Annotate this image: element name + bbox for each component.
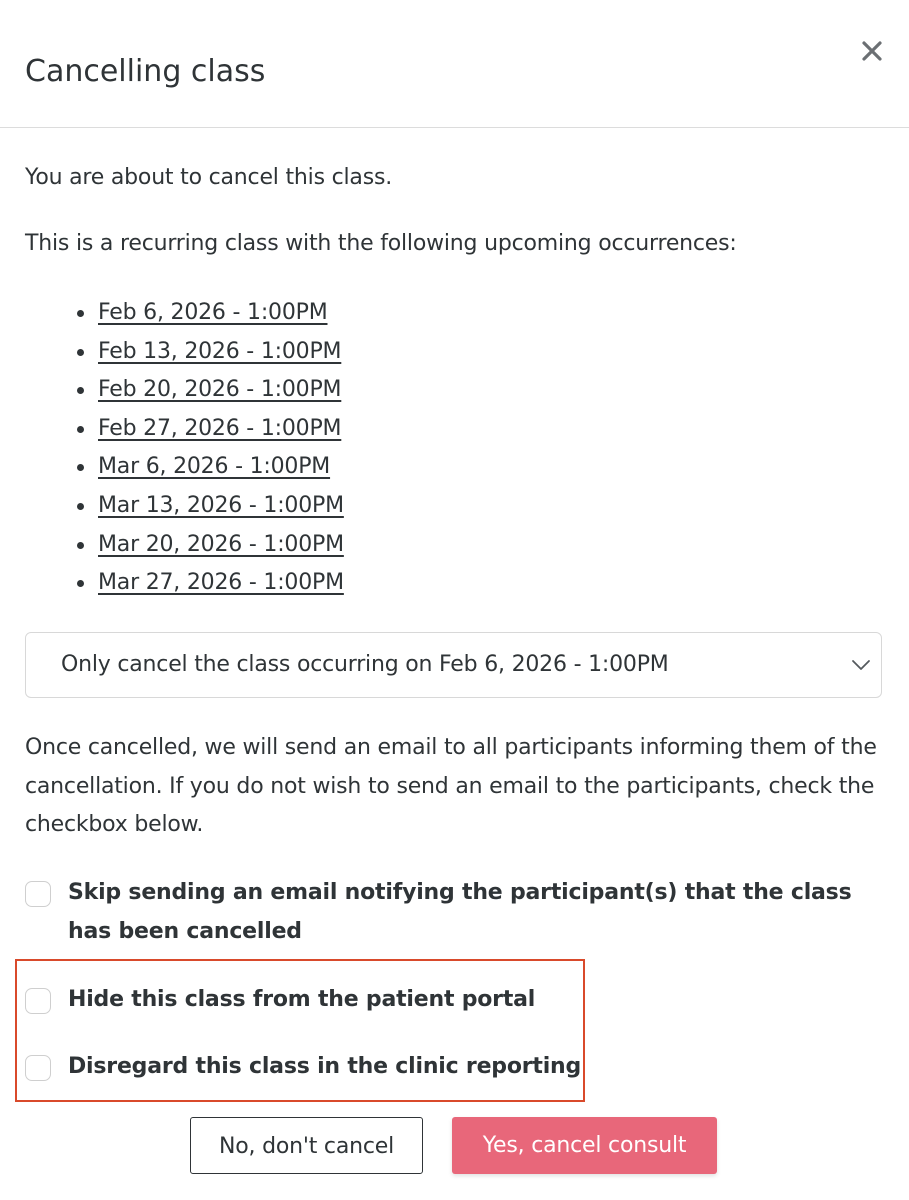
occurrence-link[interactable]: Mar 27, 2026 - 1:00PM: [98, 570, 344, 596]
close-button[interactable]: [856, 35, 888, 67]
list-item: [98, 526, 344, 565]
intro-text: You are about to cancel this class.: [25, 165, 393, 190]
bullet-icon: [77, 464, 84, 471]
list-item: [98, 448, 344, 487]
occurrence-link[interactable]: Feb 13, 2026 - 1:00PM: [98, 338, 342, 364]
confirm-cancel-button[interactable]: Yes, cancel consult: [452, 1117, 717, 1174]
modal-header: [0, 0, 909, 128]
hide-from-portal-label: Hide this class from the patient portal: [68, 987, 536, 1012]
list-item: [98, 487, 344, 526]
bullet-icon: [77, 349, 84, 356]
chevron-down-icon: [845, 658, 877, 674]
disregard-reporting-checkbox[interactable]: [25, 1055, 51, 1081]
cancel-scope-select[interactable]: [25, 632, 882, 698]
occurrence-link[interactable]: Feb 20, 2026 - 1:00PM: [98, 377, 342, 403]
list-item: [98, 410, 344, 449]
hide-from-portal-checkbox[interactable]: [25, 988, 51, 1014]
bullet-icon: [77, 310, 84, 317]
cancel-scope-value: Only cancel the class occurring on Feb 6, 2026 - 1:00PM: [61, 652, 669, 677]
occurrence-link[interactable]: Mar 20, 2026 - 1:00PM: [98, 531, 344, 557]
list-item: [98, 294, 344, 333]
recurring-note: This is a recurring class with the following upcoming occurrences:: [25, 231, 737, 256]
bullet-icon: [77, 387, 84, 394]
bullet-icon: [77, 503, 84, 510]
list-item: [98, 333, 344, 372]
close-icon: [856, 35, 888, 67]
list-item: [98, 371, 344, 410]
occurrence-link[interactable]: Feb 6, 2026 - 1:00PM: [98, 300, 328, 325]
modal-title: Cancelling class: [25, 54, 266, 89]
occurrence-link[interactable]: Mar 6, 2026 - 1:00PM: [98, 454, 331, 480]
list-item: [98, 564, 344, 603]
email-notice-text: Once cancelled, we will send an email to all participants informing them of the cancellation. If you do not wish to send an email to the participants, check the checkbox below.: [25, 735, 877, 837]
bullet-icon: [77, 426, 84, 433]
dont-cancel-button[interactable]: No, don't cancel: [190, 1117, 423, 1174]
bullet-icon: [77, 580, 84, 587]
disregard-reporting-label: Disregard this class in the clinic reporting: [68, 1054, 582, 1079]
skip-email-label: Skip sending an email notifying the participant(s) that the class has been cancelled: [68, 880, 852, 944]
occurrence-link[interactable]: Mar 13, 2026 - 1:00PM: [98, 492, 344, 518]
occurrence-list: [98, 294, 344, 603]
bullet-icon: [77, 542, 84, 549]
skip-email-checkbox[interactable]: [25, 881, 51, 907]
occurrence-link[interactable]: Feb 27, 2026 - 1:00PM: [98, 415, 342, 441]
